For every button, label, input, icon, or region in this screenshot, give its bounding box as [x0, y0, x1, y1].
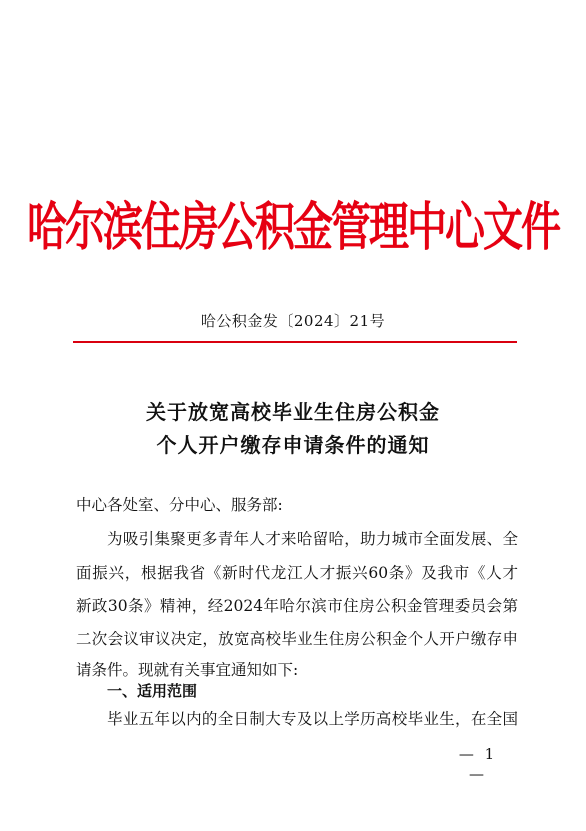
addressee-line: 中心各处室、分中心、服务部:: [76, 496, 283, 514]
notice-title-line-1: 关于放宽高校毕业生住房公积金: [146, 400, 440, 424]
section-heading: 一、适用范围: [107, 682, 198, 700]
paragraph-line: 为吸引集聚更多青年人才来哈留哈，助力城市全面发展、全: [107, 530, 518, 548]
page-number: — 1 —: [458, 745, 498, 783]
document-number: 哈公积金发〔2024〕21号: [200, 312, 386, 330]
paragraph-line: 面振兴，根据我省《新时代龙江人才振兴60条》及我市《人才: [76, 564, 518, 582]
red-header-title: 哈尔滨住房公积金管理中心文件: [27, 196, 559, 258]
paragraph-line: 毕业五年以内的全日制大专及以上学历高校毕业生，在全国: [107, 710, 518, 728]
notice-title-line-2: 个人开户缴存申请条件的通知: [156, 433, 430, 457]
paragraph-line: 二次会议审议决定，放宽高校毕业生住房公积金个人开户缴存申: [76, 630, 518, 648]
red-divider-line: [73, 341, 517, 343]
paragraph-line: 新政30条》精神，经2024年哈尔滨市住房公积金管理委员会第: [76, 597, 518, 615]
paragraph-line: 请条件。现就有关事宜通知如下:: [76, 661, 299, 679]
